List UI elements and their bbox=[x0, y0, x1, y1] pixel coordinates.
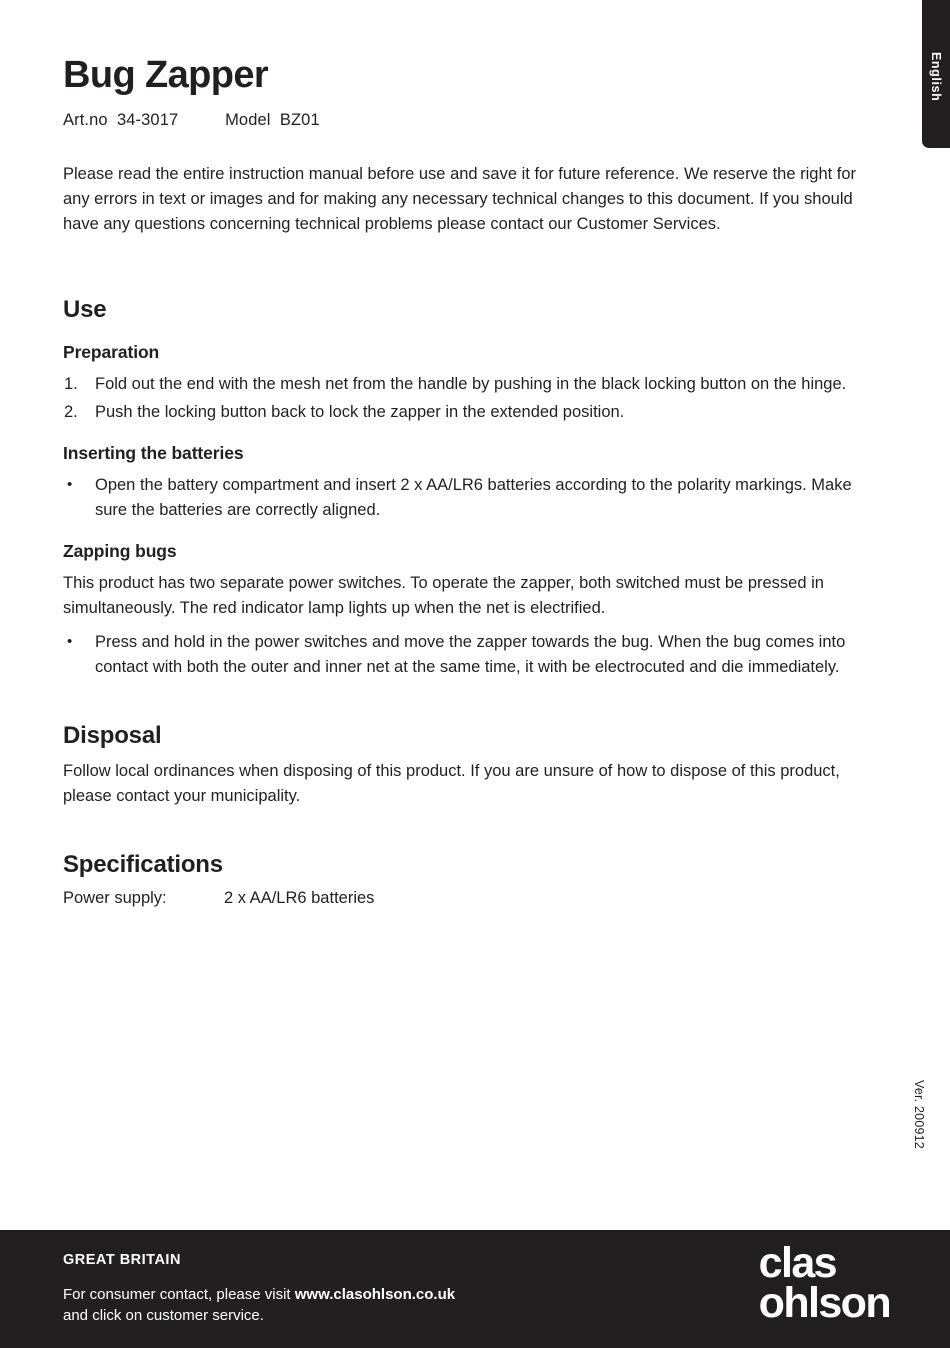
list-item bbox=[63, 400, 887, 425]
list-item bbox=[63, 372, 887, 397]
page-title: Bug Zapper bbox=[63, 54, 269, 96]
footer-contact-block bbox=[63, 1252, 455, 1327]
list-marker: 2. bbox=[64, 402, 78, 421]
document-content bbox=[63, 0, 887, 908]
article-model-line: Art.no 34-3017 Model BZ01 bbox=[63, 110, 320, 129]
footer-website-link[interactable]: www.clasohlson.co.uk bbox=[294, 1286, 456, 1303]
footer-contact-suffix: and click on customer service. bbox=[63, 1307, 264, 1325]
list-item bbox=[63, 473, 887, 523]
zapping-bullet-list bbox=[63, 630, 887, 680]
list-marker: 1. bbox=[64, 374, 78, 393]
list-item-text: Press and hold in the power switches and move the zapper towards the bug. When the bug comes into contact with both the outer and inner net at the same time, it with be electrocuted and die immediately. bbox=[95, 633, 846, 677]
footer-contact-prefix: For consumer contact, please visit bbox=[63, 1286, 295, 1303]
list-item-text: Push the locking button back to lock the zapper in the extended position. bbox=[95, 402, 625, 421]
subsection-heading-batteries: Inserting the batteries bbox=[63, 442, 244, 463]
footer-country-label: GREAT BRITAIN bbox=[63, 1252, 181, 1268]
list-item bbox=[63, 630, 887, 680]
disposal-body-text: Follow local ordinances when disposing of this product. If you are unsure of how to dispose of this product, please contact your municipality. bbox=[63, 762, 840, 806]
bullet-marker: • bbox=[67, 475, 73, 493]
version-stamp: Ver. 200912 bbox=[912, 1080, 926, 1149]
preparation-steps-list bbox=[63, 372, 887, 425]
subsection-heading-zapping: Zapping bugs bbox=[63, 540, 177, 561]
brand-logo bbox=[758, 1239, 890, 1327]
brand-logo-line-1: clas bbox=[758, 1239, 836, 1287]
intro-paragraph: Please read the entire instruction manual before use and save it for future reference. We reserve the right for any errors in text or images and for making any necessary technical changes to this document. If you should have any questions concerning technical problems please contact our Customer Services. bbox=[63, 164, 857, 233]
section-heading-specifications: Specifications bbox=[63, 851, 223, 879]
batteries-bullet-list bbox=[63, 473, 887, 523]
brand-logo-line-2: ohlson bbox=[758, 1278, 890, 1327]
specification-value: 2 x AA/LR6 batteries bbox=[224, 889, 375, 908]
language-tab-label: English bbox=[929, 52, 943, 102]
specification-label: Power supply: bbox=[63, 889, 167, 908]
footer-contact-text bbox=[63, 1284, 455, 1327]
section-heading-use: Use bbox=[63, 295, 107, 323]
specification-row bbox=[63, 889, 887, 908]
list-item-text: Open the battery compartment and insert 2 x AA/LR6 batteries according to the polarity markings. Make sure the batteries are correctly aligned. bbox=[95, 475, 852, 519]
section-heading-disposal: Disposal bbox=[63, 722, 162, 750]
bullet-marker: • bbox=[67, 633, 73, 650]
footer bbox=[0, 1230, 950, 1348]
list-item-text: Fold out the end with the mesh net from the handle by pushing in the black locking button on the hinge. bbox=[95, 374, 847, 393]
zapping-body-text: This product has two separate power switches. To operate the zapper, both switched must be pressed in simultaneously. The red indicator lamp lights up when the net is electrified. bbox=[63, 573, 824, 617]
language-tab bbox=[922, 0, 950, 148]
subsection-heading-preparation: Preparation bbox=[63, 341, 160, 362]
